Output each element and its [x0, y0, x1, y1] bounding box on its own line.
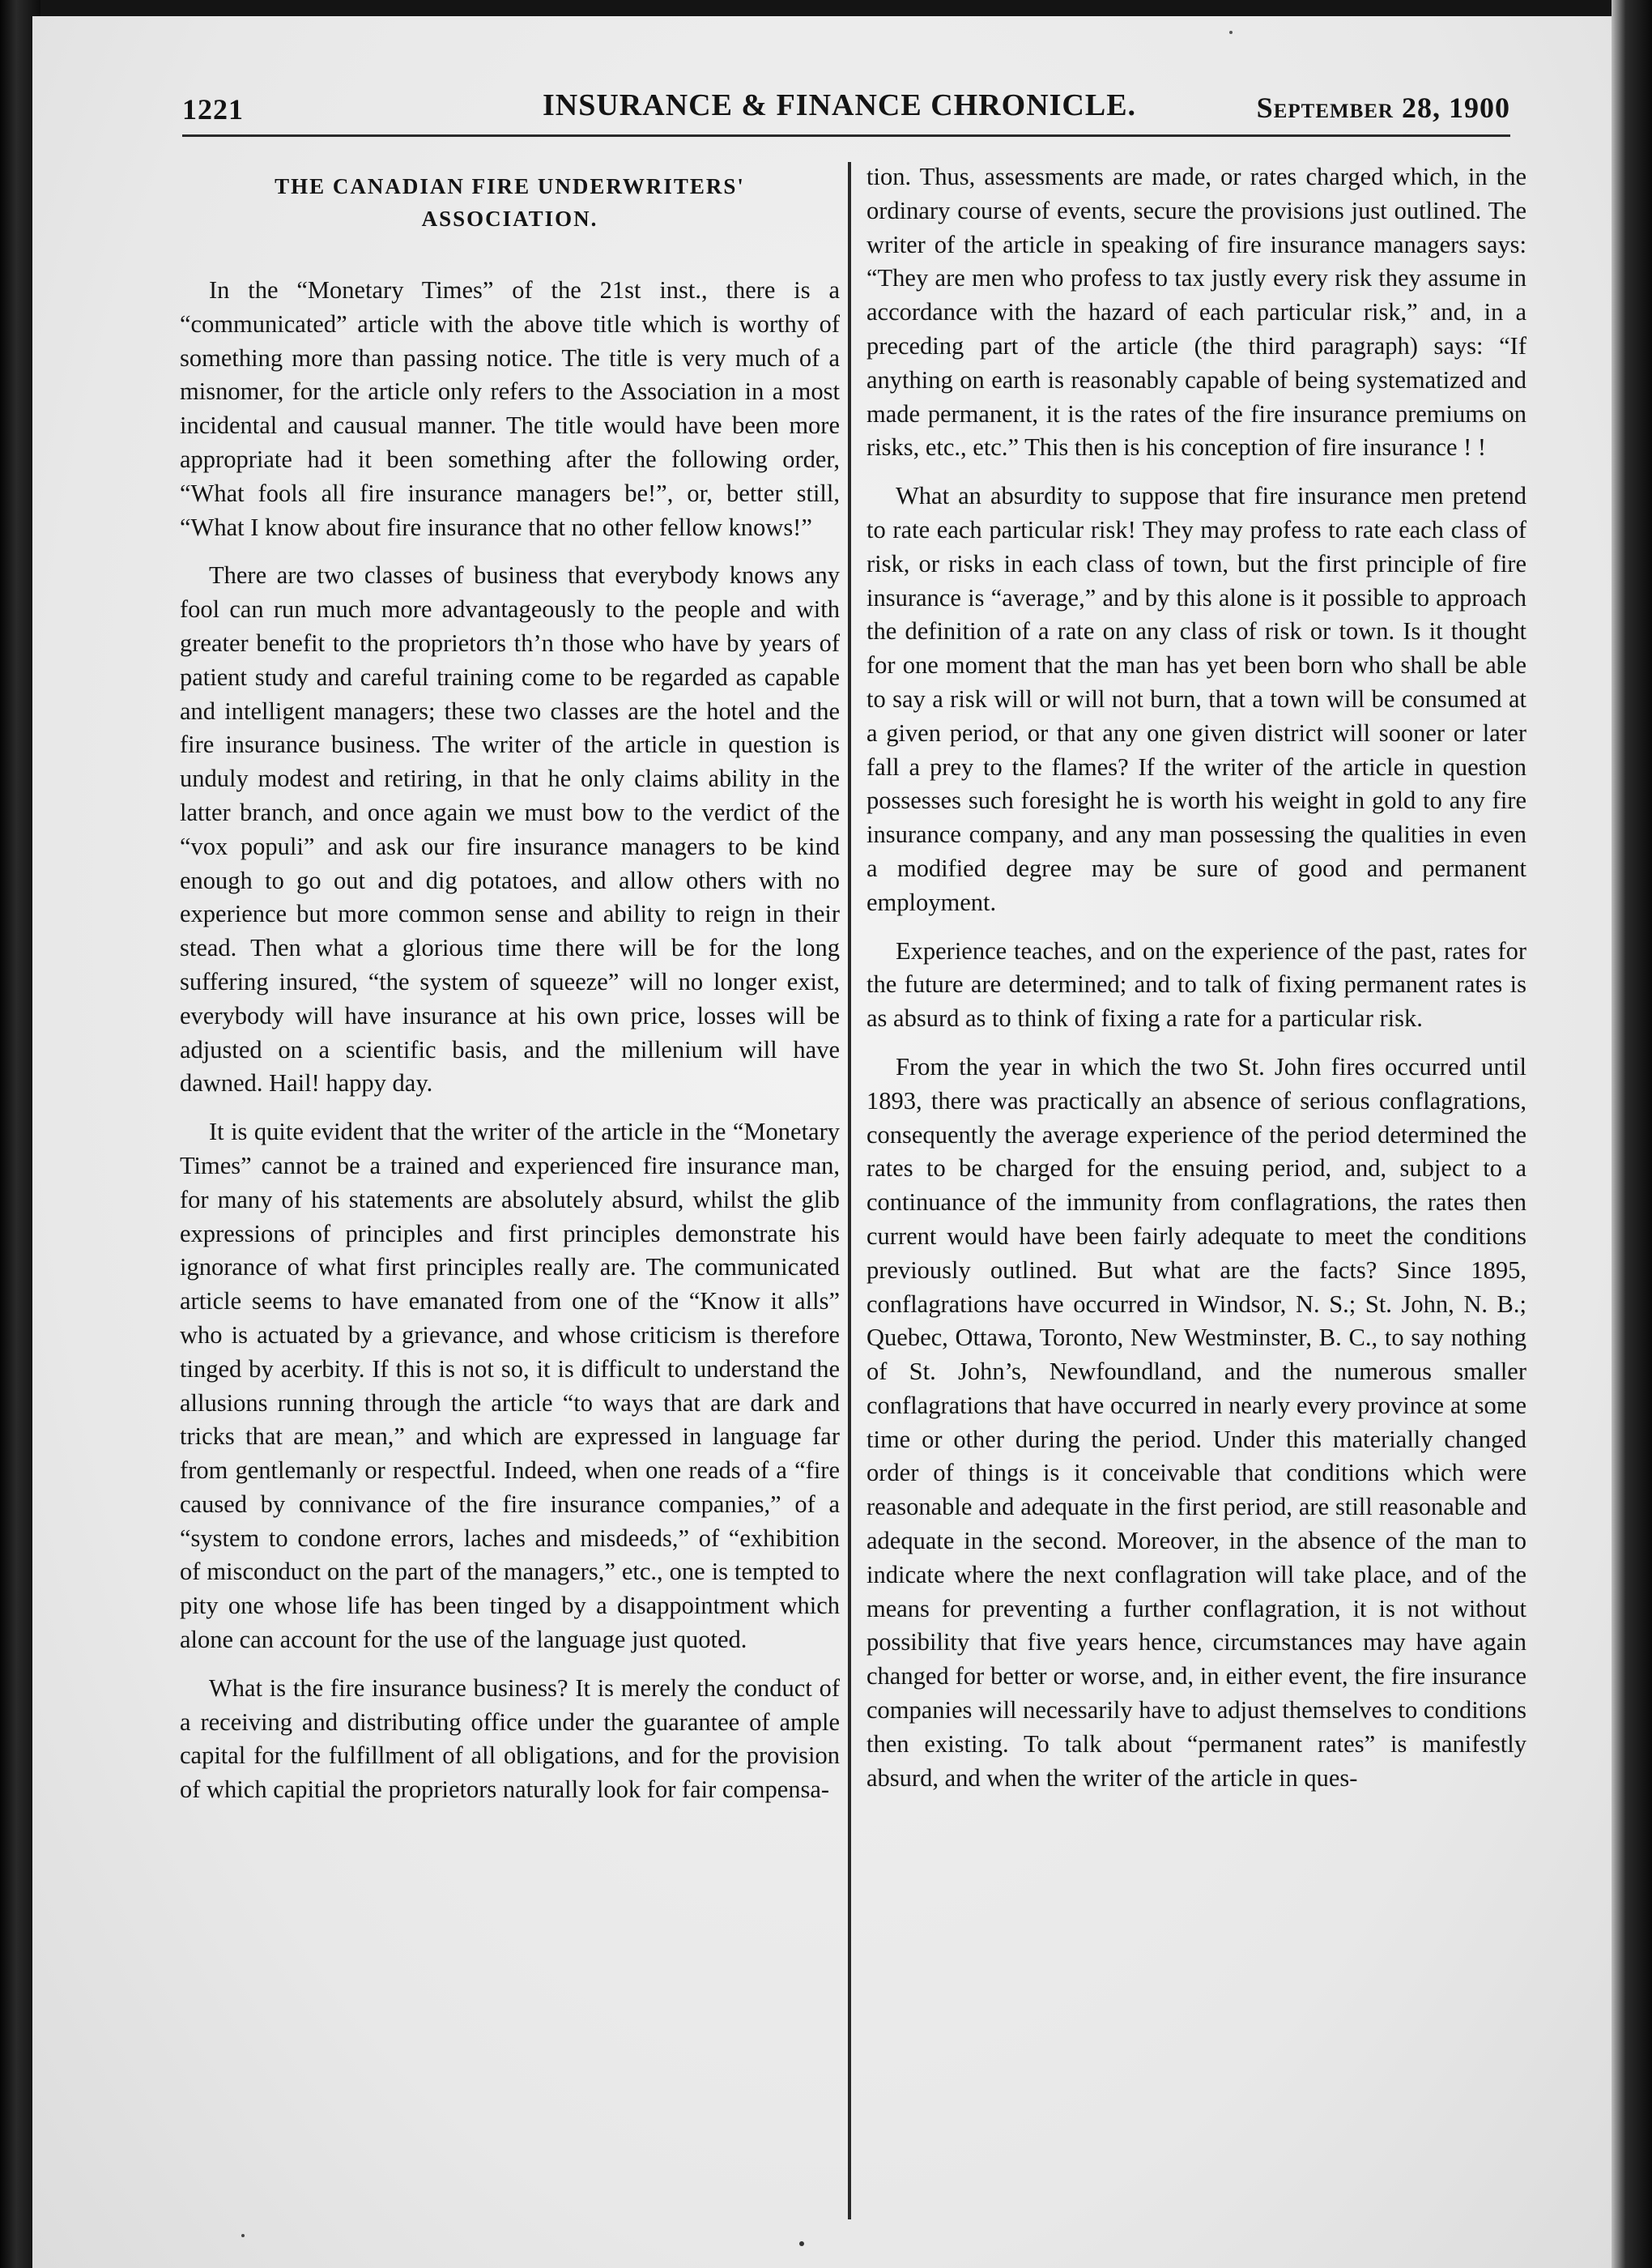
page-number: 1221 — [182, 93, 244, 126]
paragraph: It is quite evident that the writer of the article in the “Monetary Times” cannot be a trained and experienced fire insurance man, for many of his statements are absolutely absurd, whilst the glib expressions of principles and first principles demonstrate his ignorance of what first principles really are. The communicated article seems to have emanated from one of the “Know it alls” who is actuated by a grievance, and whose criticism is therefore tinged by acerbity. If this is not so, it is difficult to understand the allusions running through the article “to ways that are dark and tricks that are mean,” and which are expressed in language far from gentlemanly or respectful. Indeed, when one reads of a “fire caused by connivance of the fire insurance companies,” of a “system to condone errors, laches and misdeeds,” of “exhibition of misconduct on the part of the managers,” etc., one is tempted to pity one whose life has been tinged by a disappointment which alone can account for the use of the language just quoted. — [180, 1118, 840, 1654]
page-edge-shadow — [1612, 0, 1652, 2268]
right-column — [866, 160, 1526, 1810]
paragraph-continuation: tion. Thus, assessments are made, or rates charged which, in the ordinary course of events, secure the provisions just outlined. The writer of the article in speaking of fire insurance managers says: “They are men who profess to tax justly every risk they assume in accordance with the hazard of each particular risk,” and, in a preceding part of the article (the third paragraph) says: “If anything on earth is reasonably capable of being systematized and made permanent, it is the rates of the fire insurance premiums on risks, etc., etc.” This then is his conception of fire insurance ! ! — [866, 163, 1526, 462]
header-rule — [182, 134, 1510, 137]
paragraph: From the year in which the two St. John fires occurred until 1893, there was practically an absence of serious conflagrations, consequently the average experience of the period determined the rates to be charged for the ensuing period, and, subject to a continuance of the immunity from conflagrations, the rates then current would have been fairly adequate to meet the conditions previously outlined. But what are the facts? Since 1895, conflagrations have occurred in Windsor, N. S.; St. John, N. B.; Quebec, Ottawa, Toronto, New Westminster, B. C., to say nothing of St. John’s, Newfoundland, and the numerous smaller conflagrations that have occurred in nearly every province at some time or other during the period. Under this materially changed order of things is it conceivable that conditions which were reasonable and adequate in the first period, are still reasonable and adequate in the second. Moreover, in the absence of the man to indicate where the next conflagration will take place, and of the means for preventing a further conflagration, it is not without possibility that five years hence, circumstances may have again changed for better or worse, and, in either event, the fire insurance companies will necessarily have to adjust themselves to conditions then existing. To talk about “permanent rates” is manifestly absurd, and when the writer of the article in ques- — [866, 1052, 1526, 1792]
paragraph: What is the fire insurance business? It is merely the conduct of a receiving and distributing office under the guarantee of ample capital for the fulfillment of all obligations, and for the provision of which capitial the proprietors naturally look for fair compensa- — [180, 1673, 840, 1804]
issue-date: September 28, 1900 — [1256, 92, 1510, 124]
paragraph: There are two classes of business that everybody knows any fool can run much more advantageously to the people and with greater benefit to the proprietors th’n those who have by years of patient study and careful training come to be regarded as capable and intelligent managers; these two classes are the hotel and the fire insurance business. The writer of the article in question is unduly modest and retiring, in that he only claims ability in the latter branch, and once again we must bow to the verdict of the “vox populi” and ask our fire insurance managers to be kind enough to go out and dig potatoes, and allow others with no experience but more common sense and ability to reign in their stead. Then what a glorious time there will be for the long suffering insured, “the system of squeeze” will no longer exist, everybody will have insurance at his own price, losses will be adjusted on a scientific basis, and the millenium will have dawned. Hail! happy day. — [180, 561, 840, 1098]
page-header — [182, 87, 1510, 136]
paragraph: What an absurdity to suppose that fire insurance men pretend to rate each particular risk! They may profess to rate each class of risk, or risks in each class of town, but the first principle of fire insurance is “average,” and by this alone is it possible to approach the definition of a rate on any class of risk or town. Is it thought for one moment that the man has yet been born who shall be able to say a risk will or will not burn, that a town will be consumed at a given period, or that any one given district will sooner or later fall a prey to the flames? If the writer of the article in question possesses such foresight he is worth his weight in gold to any fire insurance company, and any man possessing the qualities in even a modified degree may be sure of good and permanent employment. — [866, 482, 1526, 916]
paragraph: In the “Monetary Times” of the 21st inst., there is a “communicated” article with the above title which is worthy of something more than passing notice. The title is very much of a misnomer, for the article only refers to the Association in a most incidental and causual manner. The title would have been more appropriate had it been something after the following order, “What fools all fire insurance managers be!”, or, better still, “What I know about fire insurance that no other fellow knows!” — [180, 276, 840, 541]
article-title-line-2: ASSOCIATION. — [421, 207, 598, 231]
article-title-line-1: THE CANADIAN FIRE UNDERWRITERS' — [275, 174, 745, 198]
article-title — [180, 170, 840, 235]
journal-title: INSURANCE & FINANCE CHRONICLE. — [543, 88, 1137, 122]
left-column — [180, 170, 840, 1822]
paragraph: Experience teaches, and on the experience of the past, rates for the future are determined; and to talk of fixing permanent rates is as absurd as to think of fixing a rate for a particular risk. — [866, 936, 1526, 1033]
column-divider — [848, 162, 851, 2219]
